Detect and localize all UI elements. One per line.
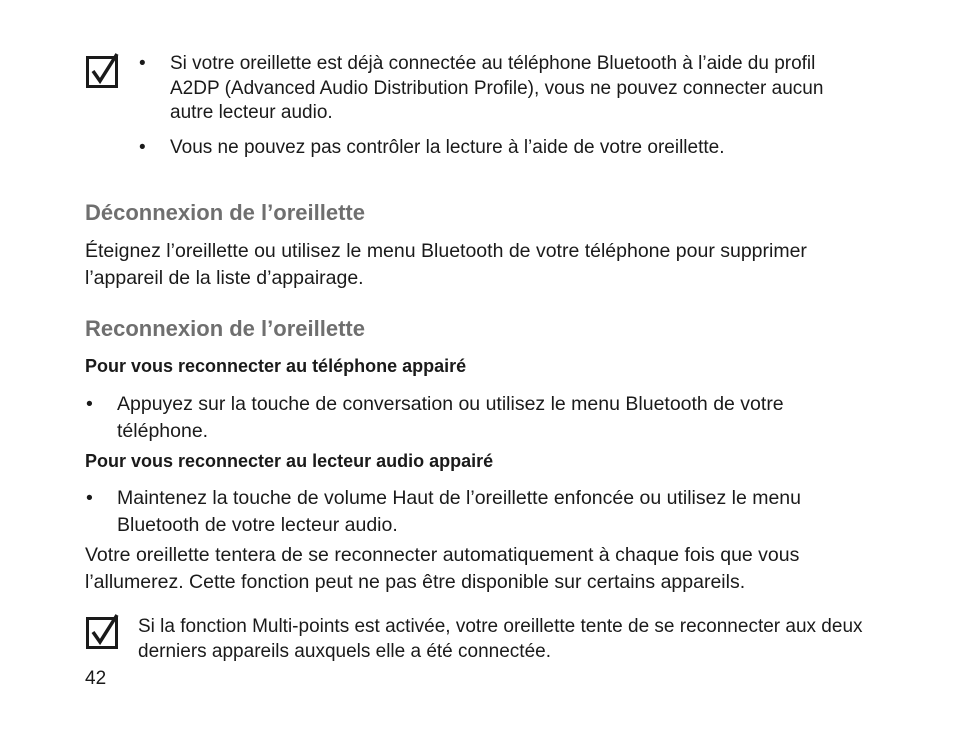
checkbox-check-icon — [86, 614, 120, 648]
bullet-dot: • — [139, 137, 146, 158]
note2-text: Si la fonction Multi-points est activée, votre oreillette tente de se reconnecter aux deux derniers appareils auxquels elle a été connectée. — [138, 616, 863, 662]
note1-bullet-2 — [139, 136, 839, 161]
checkbox-check-icon — [86, 53, 120, 87]
bullet-dot: • — [86, 487, 93, 509]
note1-bullet-1 — [139, 52, 839, 126]
audio-bullet-text: Maintenez la touche de volume Haut de l’oreillette enfoncée ou utilisez le menu Bluetooth de votre lecteur audio. — [117, 487, 801, 536]
section-heading-disconnect: Déconnexion de l’oreillette — [85, 200, 365, 225]
bullet-dot: • — [139, 53, 146, 74]
audio-bullet — [86, 485, 846, 538]
section-heading-reconnect: Reconnexion de l’oreillette — [85, 316, 365, 341]
phone-bullet — [86, 391, 876, 444]
disconnect-paragraph: Éteignez l’oreillette ou utilisez le menu Bluetooth de votre téléphone pour supprimer l’appareil de la liste d’appairage. — [85, 240, 807, 289]
bullet-dot: • — [86, 393, 93, 415]
reconnect-paragraph: Votre oreillette tentera de se reconnecter automatiquement à chaque fois que vous l’allumerez. Cette fonction peut ne pas être disponible sur certains appareils. — [85, 544, 800, 593]
note1-bullet-2-text: Vous ne pouvez pas contrôler la lecture à l’aide de votre oreillette. — [170, 137, 725, 158]
subheading-phone: Pour vous reconnecter au téléphone appairé — [85, 356, 467, 376]
page-number: 42 — [85, 668, 107, 689]
note1-bullet-1-text: Si votre oreillette est déjà connectée au téléphone Bluetooth à l’aide du profil A2DP (Advanced Audio Distribution Profile), vous ne pouvez connecter aucun autre lecteur audio. — [170, 53, 824, 123]
subheading-audio: Pour vous reconnecter au lecteur audio appairé — [85, 451, 494, 471]
phone-bullet-text: Appuyez sur la touche de conversation ou utilisez le menu Bluetooth de votre téléphone. — [117, 393, 784, 442]
